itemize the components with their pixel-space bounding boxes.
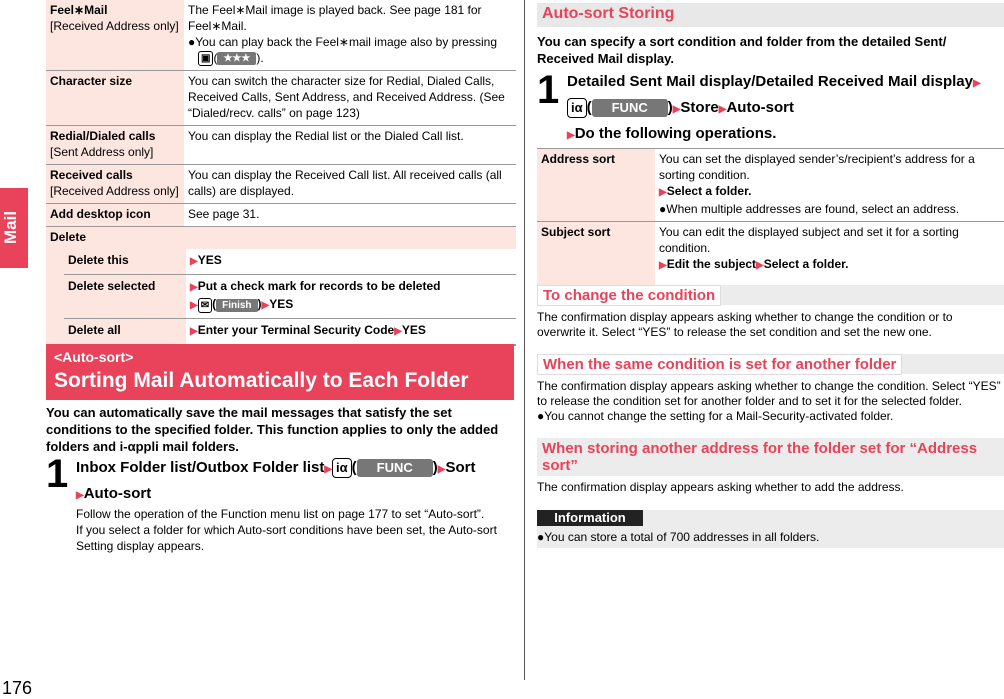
table-row — [46, 227, 516, 250]
subsection-header: When storing another address for the folder set for “Address sort” — [537, 438, 1004, 476]
option-key: Character size — [46, 71, 184, 126]
option-key: Redial/Dialed calls [Sent Address only] — [46, 126, 184, 165]
option-desc: The Feel∗Mail image is played back. See page 181 for Feel∗Mail. ●You can play back the Feel∗mail image also by pressing ▣ ( ★★★ ). — [184, 0, 516, 71]
option-key: Feel∗Mail [Received Address only] — [46, 0, 184, 71]
option-desc: You can switch the character size for Redial, Dialed Calls, Received Calls, Sent Address, and Received Address. (See “Dialed/recv. calls” on page 123) — [184, 71, 516, 126]
camera-key-icon: ▣ — [198, 51, 213, 66]
option-key: Subject sort — [537, 222, 655, 287]
delete-selected-key: Delete selected — [64, 275, 186, 319]
delete-selected-desc: ▶Put a check mark for records to be deleted ▶ ✉ ( Finish )▶YES — [186, 275, 516, 319]
i-appli-key-icon: iα — [567, 98, 587, 118]
finish-softkey: Finish — [216, 299, 257, 312]
information-text: ●You can store a total of 700 addresses in all folders. — [537, 530, 820, 544]
option-desc: You can display the Received Call list. All received calls (all calls) are displayed. — [184, 165, 516, 204]
left-step-note: Follow the operation of the Function menu list on page 177 to set “Auto-sort”. If you select a folder for which Auto-sort conditions have been set, the Auto-sort Setting display appears. — [76, 507, 497, 553]
table-row — [64, 249, 516, 275]
table-row — [64, 319, 516, 345]
left-step-text: Inbox Folder list/Outbox Folder list▶ iα ( FUNC )▶Sort ▶Auto-sort — [76, 459, 476, 502]
column-divider — [524, 0, 525, 680]
page-number: 176 — [2, 678, 33, 698]
option-desc: You can set the displayed sender’s/recipient’s address for a sorting condition. ▶Select a folder. ●When multiple addresses are found, select an address. — [655, 149, 1004, 222]
banner-title: Sorting Mail Automatically to Each Folder — [54, 369, 469, 392]
option-desc: You can edit the displayed subject and set it for a sorting condition. ▶Edit the subject▶Select a folder. — [655, 222, 1004, 287]
mail-key-icon: ✉ — [198, 298, 212, 313]
right-intro: You can specify a sort condition and folder from the detailed Sent/ Received Mail display. — [537, 34, 947, 66]
i-appli-key-icon: iα — [332, 458, 352, 478]
table-row — [46, 204, 516, 227]
table-row — [64, 275, 516, 319]
options-table — [46, 0, 516, 346]
banner-subtitle: <Auto-sort> — [54, 349, 134, 365]
step-number: 1 — [46, 452, 69, 496]
table-row — [46, 0, 516, 71]
func-softkey: FUNC — [357, 459, 433, 477]
func-softkey: FUNC — [592, 99, 668, 117]
delete-this-desc: ▶YES — [186, 249, 516, 275]
subsection-header: To change the condition — [537, 285, 1004, 305]
table-row — [46, 165, 516, 204]
feel-mail-softkey: ★★★ — [217, 52, 256, 65]
delete-all-key: Delete all — [64, 319, 186, 345]
table-row — [46, 126, 516, 165]
sub3-text: The confirmation display appears asking whether to add the address. — [537, 480, 904, 494]
delete-this-key: Delete this — [64, 249, 186, 275]
sub1-text: The confirmation display appears asking whether to change the condition or to overwrite it. Select “YES” to release the set condition and set the new one. — [537, 310, 953, 339]
sort-table — [537, 148, 1004, 287]
section-banner — [46, 344, 514, 400]
information-label: Information — [537, 510, 643, 526]
delete-submenu — [46, 249, 516, 346]
delete-all-desc: ▶Enter your Terminal Security Code▶YES — [186, 319, 516, 345]
left-intro: You can automatically save the mail messages that satisfy the set conditions to the specified folder. This function applies to only the added folders and i-αppli mail folders. — [46, 405, 499, 454]
sub2-text: The confirmation display appears asking whether to change the condition. Select “YES” to release the condition set for another folder and to set it for the selected folder. ●You cannot change the setting for a Mail-Security-activated folder. — [537, 379, 1001, 423]
right-step-text: Detailed Sent Mail display/Detailed Received Mail display▶iα ( FUNC )▶Store▶Auto-sort ▶Do the following operations. — [567, 73, 981, 142]
side-tab-label: Mail — [1, 210, 20, 244]
option-desc: See page 31. — [184, 204, 516, 227]
option-key: Add desktop icon — [46, 204, 184, 227]
table-row — [46, 71, 516, 126]
step-number: 1 — [537, 68, 560, 112]
subsection-header: When the same condition is set for another folder — [537, 354, 1004, 374]
table-row — [537, 222, 1004, 287]
option-desc: You can display the Redial list or the Dialed Call list. — [184, 126, 516, 165]
option-key: Address sort — [537, 149, 655, 222]
side-tab — [0, 188, 28, 268]
table-row — [46, 249, 516, 346]
section-header: Auto-sort Storing — [537, 3, 1004, 27]
delete-header: Delete — [46, 227, 516, 250]
table-row — [537, 149, 1004, 222]
option-key: Received calls [Received Address only] — [46, 165, 184, 204]
information-box — [537, 510, 1004, 548]
